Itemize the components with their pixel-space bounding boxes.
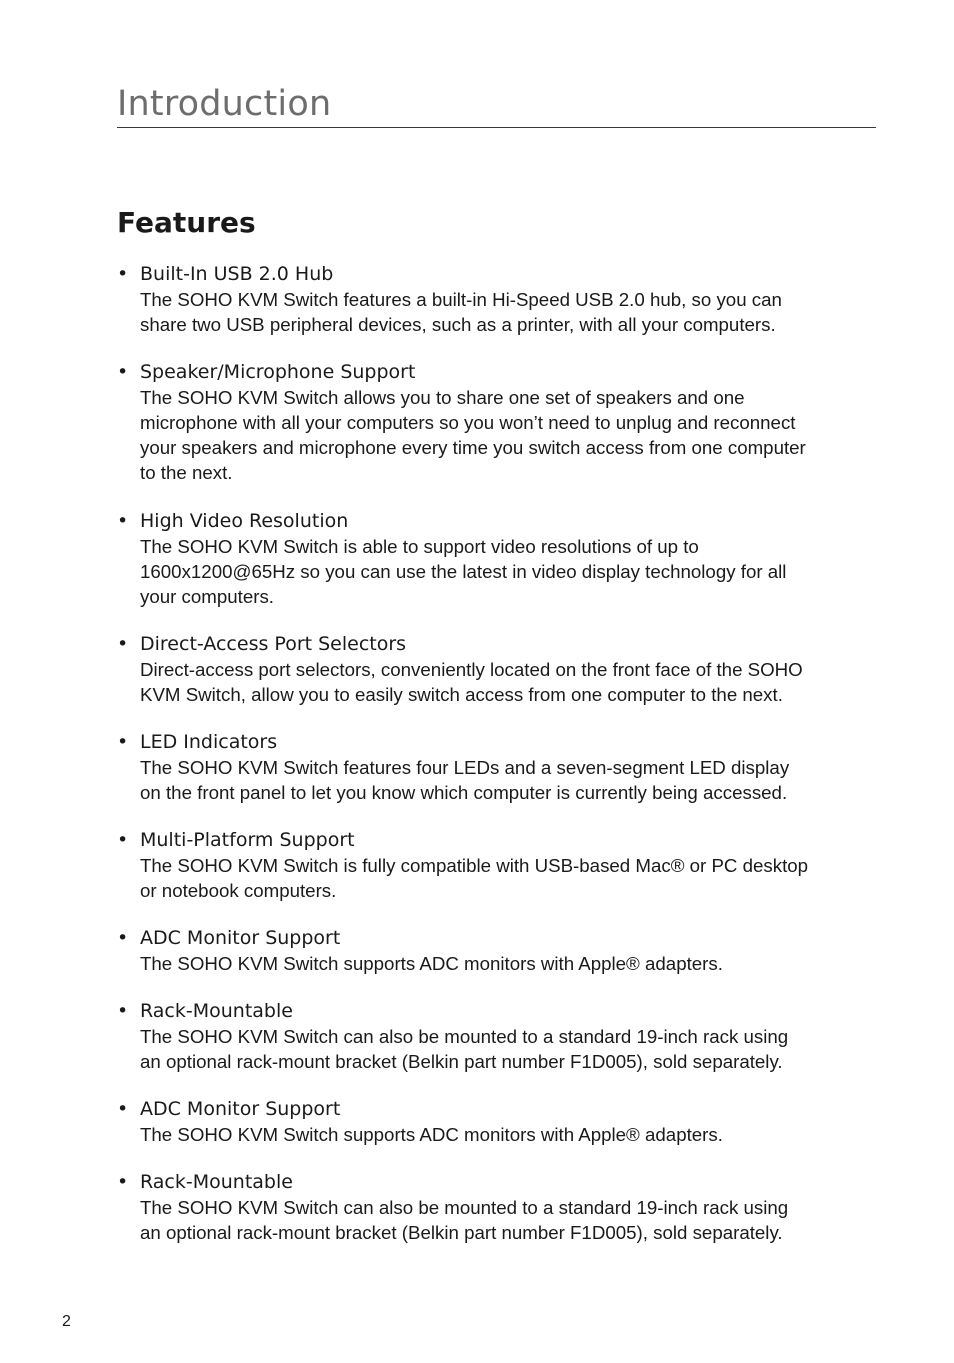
feature-item — [117, 925, 877, 976]
feature-description: The SOHO KVM Switch features a built-in Hi-Speed USB 2.0 hub, so you can share two USB peripheral devices, such as a printer, with all your computers. — [140, 289, 782, 335]
feature-description: The SOHO KVM Switch can also be mounted to a standard 19-inch rack using an optional rack-mount bracket (Belkin part number F1D005), sold separately. — [140, 1026, 789, 1072]
feature-description: Direct-access port selectors, conveniently located on the front face of the SOHO KVM Switch, allow you to easily switch access from one computer to the next. — [140, 659, 803, 705]
feature-item — [117, 1169, 877, 1245]
bullet-icon: • — [117, 263, 129, 285]
feature-description: The SOHO KVM Switch allows you to share one set of speakers and one microphone with all your computers so you won’t need to unplug and reconnect your speakers and microphone every time you switch access from one computer to the next. — [140, 387, 806, 483]
feature-item — [117, 631, 877, 707]
feature-item — [117, 729, 877, 805]
bullet-icon: • — [117, 361, 129, 383]
feature-title: ADC Monitor Support — [140, 927, 341, 949]
feature-title: LED Indicators — [140, 731, 278, 753]
feature-description: The SOHO KVM Switch is able to support video resolutions of up to 1600x1200@65Hz so you can use the latest in video display technology for all your computers. — [140, 536, 787, 607]
feature-title: ADC Monitor Support — [140, 1098, 341, 1120]
feature-item — [117, 998, 877, 1074]
feature-title: Rack-Mountable — [140, 1171, 293, 1193]
bullet-icon: • — [117, 510, 129, 532]
bullet-icon: • — [117, 1098, 129, 1120]
features-list — [117, 261, 877, 1245]
page-title: Introduction — [117, 84, 332, 124]
feature-item — [117, 261, 877, 337]
feature-title: High Video Resolution — [140, 510, 349, 532]
feature-title: Direct-Access Port Selectors — [140, 633, 407, 655]
bullet-icon: • — [117, 829, 129, 851]
section-title: Features — [117, 206, 256, 239]
feature-title: Multi-Platform Support — [140, 829, 355, 851]
bullet-icon: • — [117, 1171, 129, 1193]
feature-description: The SOHO KVM Switch can also be mounted to a standard 19-inch rack using an optional rack-mount bracket (Belkin part number F1D005), sold separately. — [140, 1197, 789, 1243]
feature-item — [117, 359, 877, 485]
feature-description: The SOHO KVM Switch supports ADC monitors with Apple® adapters. — [140, 1124, 723, 1145]
feature-item — [117, 508, 877, 609]
feature-item — [117, 827, 877, 903]
feature-description: The SOHO KVM Switch supports ADC monitors with Apple® adapters. — [140, 953, 723, 974]
bullet-icon: • — [117, 633, 129, 655]
bullet-icon: • — [117, 927, 129, 949]
feature-description: The SOHO KVM Switch is fully compatible with USB-based Mac® or PC desktop or notebook computers. — [140, 855, 809, 901]
feature-item — [117, 1096, 877, 1147]
feature-title: Speaker/Microphone Support — [140, 361, 416, 383]
bullet-icon: • — [117, 731, 129, 753]
feature-title: Rack-Mountable — [140, 1000, 293, 1022]
feature-title: Built-In USB 2.0 Hub — [140, 263, 334, 285]
feature-description: The SOHO KVM Switch features four LEDs and a seven-segment LED display on the front panel to let you know which computer is currently being accessed. — [140, 757, 790, 803]
bullet-icon: • — [117, 1000, 129, 1022]
page-number: 2 — [62, 1313, 71, 1330]
page-header — [117, 84, 876, 128]
